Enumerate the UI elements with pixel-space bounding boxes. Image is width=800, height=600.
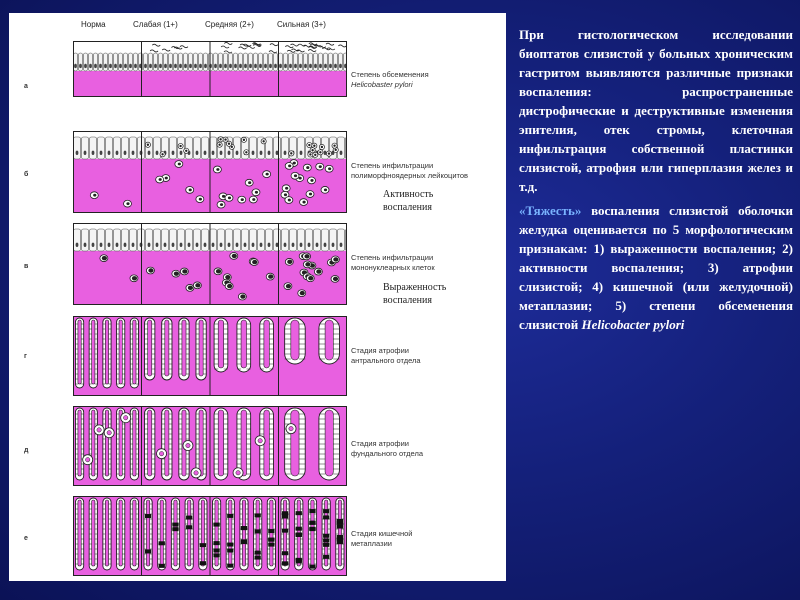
row-label-g: Стадия атрофии антрального отдела [351, 346, 421, 365]
column-header-severe: Сильная (3+) [277, 20, 326, 29]
row-letter-a: а [24, 83, 28, 90]
row-pmn-infiltration [73, 131, 347, 213]
description-text [519, 25, 793, 339]
helicobacter-name: Helicobacter pylori [581, 317, 685, 332]
paragraph-findings: При гистологическом исследовании биоптатов слизистой у больных хроническим гастритом выявляются различные признаки воспаления: распространенные дистрофические и деструктивные изменения эпителия, отек стромы, клеточная инфильтрация собственной пластинки слизистой, атрофия или гиперплазия желез и т.д. [519, 27, 793, 194]
note-activity: Активность воспаления [383, 189, 434, 213]
row-colonization [73, 41, 347, 97]
row-intestinal-metaplasia [73, 496, 347, 576]
row-label-v: Степень инфильтрации мононуклеарных клеток [351, 253, 435, 272]
row-mononuclear-infiltration [73, 223, 347, 305]
row-letter-e: е [24, 535, 28, 542]
histology-figure [9, 13, 506, 581]
severity-highlight: «Тяжесть» [519, 203, 582, 218]
row-label-b: Степень инфильтрации полиморфноядерных лейкоцитов [351, 161, 469, 180]
row-label-e: Стадия кишечной метаплазии [351, 529, 413, 548]
row-fundal-atrophy [73, 406, 347, 486]
row-letter-v: в [24, 263, 29, 270]
paragraph-severity: «Тяжесть» воспаления слизистой оболочки желудка оценивается по 5 морфологическим признакам: 1) выраженности воспаления; 2) активности воспаления; 3) атрофии слизистой; 4) кишечной (или желудочной) метаплазии; 5) степени обсеменения слизистой Helicobacter pylori [519, 203, 793, 332]
row-letter-b: б [24, 171, 29, 178]
column-header-moderate: Средняя (2+) [205, 20, 254, 29]
row-letter-g: г [24, 353, 27, 360]
row-letter-d: д [24, 447, 29, 454]
row-label-a: Степень обсеменения Helicobaster pylori [351, 70, 429, 89]
row-antral-atrophy [73, 316, 347, 396]
column-header-norm: Норма [81, 20, 106, 29]
note-severity: Выраженность воспаления [383, 282, 447, 306]
row-label-d: Стадия атрофии фундального отдела [351, 439, 423, 458]
column-header-mild: Слабая (1+) [133, 20, 178, 29]
